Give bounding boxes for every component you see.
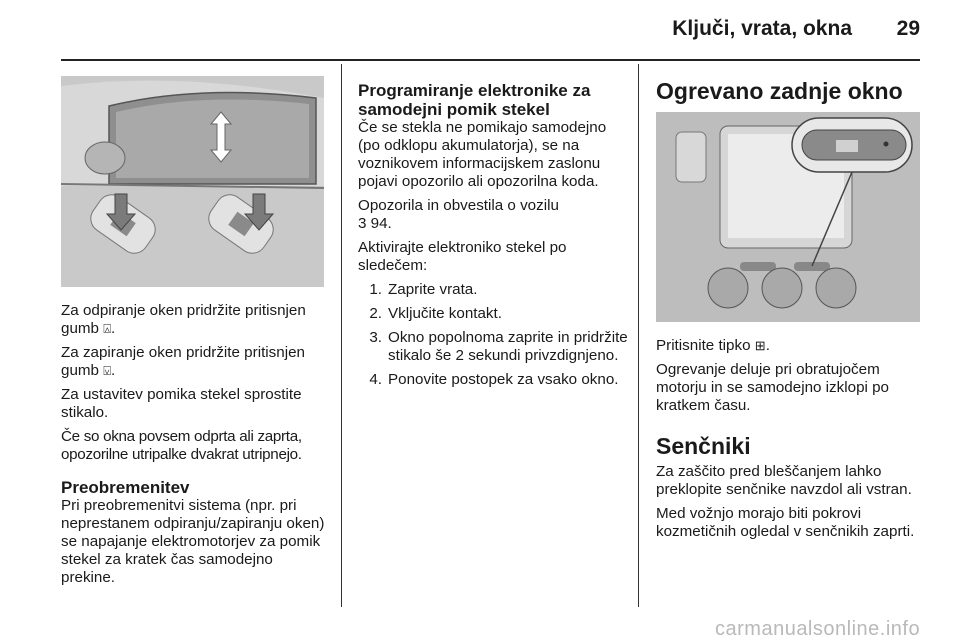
- window-keys-drawing: [61, 76, 324, 287]
- close-window-text: Za zapiranje oken pridržite pritisnjen gumb ⍌.: [61, 344, 305, 379]
- heating-text: Ogrevanje deluje pri obratujočem motorju in se samodejno izklopi po kratkem času.: [656, 361, 889, 414]
- header-rule: [61, 59, 920, 61]
- page-number: 29: [896, 17, 920, 40]
- rear-window-heading: Ogrevano zadnje okno: [656, 78, 903, 104]
- programming-intro: Če se stekla ne pomikajo samodejno (po odklopu akumulatorja), se na voznikovem informacijskem zaslonu pojavi opozorilo ali opozorilna koda.: [358, 119, 607, 190]
- window-down-icon: ⍌: [103, 363, 112, 378]
- press-button-text: Pritisnite tipko ⊞.: [656, 337, 770, 354]
- sun-visors-heading: Senčniki: [656, 433, 751, 459]
- watermark: carmanualsonline.info: [715, 618, 921, 640]
- hazard-flash-text: Če so okna povsem odprta ali zaprta, opozorilne utripalke dvakrat utripnejo.: [61, 428, 302, 463]
- activate-text: Aktivirajte elektroniko stekel po sledečem:: [358, 239, 567, 274]
- list-item: 3. Okno popolnoma zaprite in pridržite stikalo še 2 sekundi privzdignjeno.: [369, 329, 628, 364]
- column-2: [358, 81, 628, 395]
- warnings-reference: Opozorila in obvestila o vozilu 3 94.: [358, 197, 559, 232]
- steps-list: [358, 281, 628, 389]
- programming-heading: Programiranje elektronike za samodejni pomik stekel: [358, 81, 591, 119]
- column-divider: [638, 64, 639, 607]
- list-item: 4. Ponovite postopek za vsako okno.: [369, 371, 619, 388]
- open-window-text: Za odpiranje oken pridržite pritisnjen gumb ⍓.: [61, 302, 306, 337]
- rear-defrost-icon: ⊞: [754, 338, 766, 353]
- overload-text: Pri preobremenitvi sistema (npr. pri neprestanem odpiranju/zapiranju oken) se napajanje elektromotorjev za pomik stekel za kratek čas samodejno prekine.: [61, 497, 325, 586]
- page-reference-link[interactable]: 3 94.: [358, 215, 392, 232]
- overload-heading: Preobremenitev: [61, 478, 190, 497]
- column-divider: [341, 64, 342, 607]
- dashboard-illustration: [656, 112, 920, 322]
- column-3: [656, 337, 920, 547]
- list-item: 2. Vključite kontakt.: [369, 305, 502, 322]
- vanity-mirror-text: Med vožnjo morajo biti pokrovi kozmetičnih ogledal v senčnikih zaprti.: [656, 505, 915, 540]
- list-item: 1. Zaprite vrata.: [369, 281, 478, 298]
- stop-window-text: Za ustavitev pomika stekel sprostite stikalo.: [61, 386, 302, 421]
- column-1: [61, 302, 329, 593]
- window-up-icon: ⍓: [103, 321, 112, 336]
- window-keys-illustration: [61, 76, 324, 287]
- sun-visors-text: Za zaščito pred bleščanjem lahko preklopite senčnike navzdol ali vstran.: [656, 463, 912, 498]
- dashboard-drawing: [656, 112, 920, 322]
- running-header-title: Ključi, vrata, okna: [672, 17, 852, 40]
